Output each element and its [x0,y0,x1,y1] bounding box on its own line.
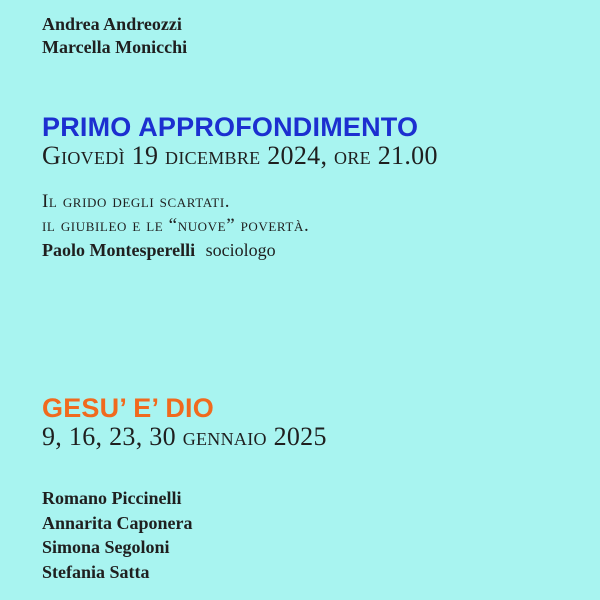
second-session-title: GESU’ E’ DIO [42,393,214,423]
organizer-name: Andrea Andreozzi [42,14,182,34]
speaker-name: Paolo Montesperelli [42,240,196,260]
second-session-speakers [42,486,193,584]
speaker-name: Annarita Caponera [42,512,193,533]
talk-title [42,190,438,238]
organizer-name: Marcella Monicchi [42,37,188,57]
speaker-role: sociologo [205,240,276,260]
organizers-list [42,13,187,59]
talk-title-line: il giubileo e le “nuove” povertà. [42,215,310,236]
second-session [42,393,327,451]
speaker-name: Romano Piccinelli [42,488,182,508]
first-session-date: Giovedì 19 dicembre 2024, ore 21.00 [42,141,438,170]
speaker-name: Simona Segoloni [42,537,170,557]
first-session-title: PRIMO APPROFONDIMENTO [42,112,419,142]
speaker-name: Stefania Satta [42,561,150,582]
second-session-dates: 9, 16, 23, 30 gennaio 2025 [42,422,327,451]
talk-title-line: Il grido degli scartati. [42,191,231,212]
first-session [42,112,438,262]
speaker [42,238,438,262]
